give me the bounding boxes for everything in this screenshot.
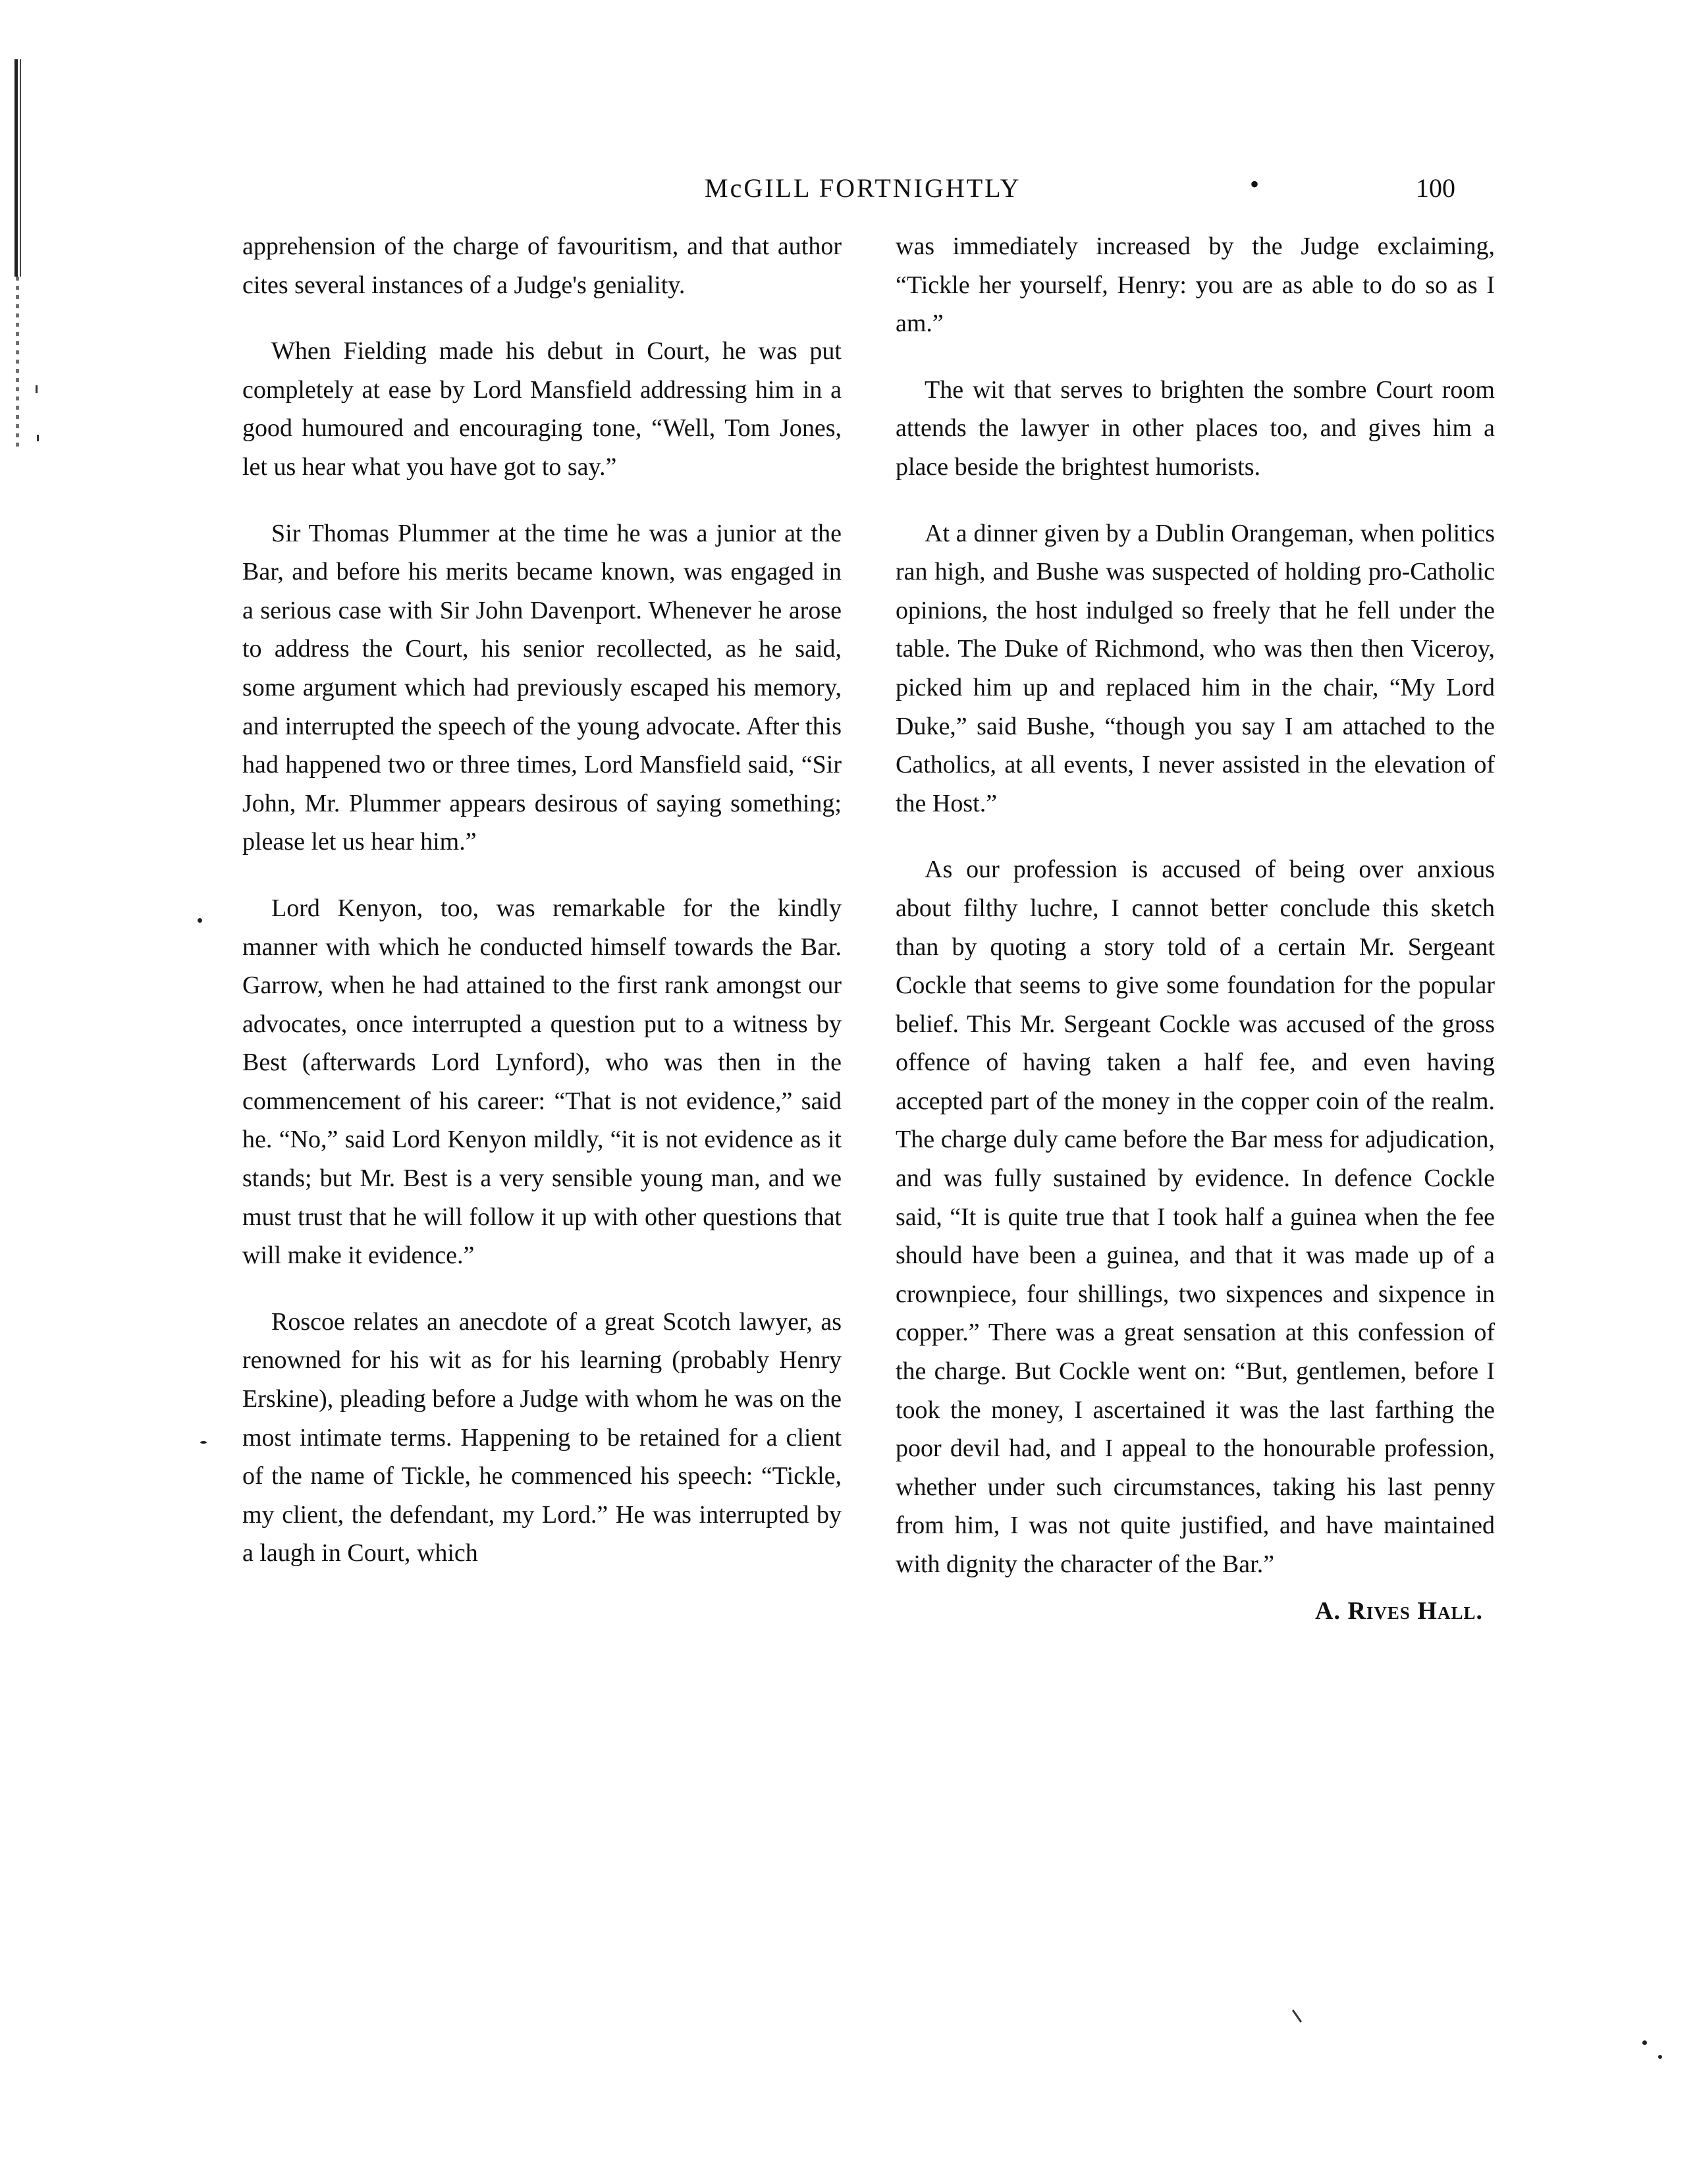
- left-column: [242, 227, 842, 1600]
- paragraph-sergeant-cockle: As our profession is accused of being over anxious about filthy luchre, I cannot better conclude this sketch than by quoting a story told of a certain Mr. Sergeant Cockle that seems to give some foundation for the popular belief. This Mr. Sergeant Cockle was accused of the gross offence of having taken a half fee, and even having accepted part of the money in the copper coin of the realm. The charge duly came before the Bar mess for adjudication, and was fully sustained by evidence. In defence Cockle said, “It is quite true that I took half a guinea when the fee should have been a guinea, and that it was made up of a crownpiece, four shillings, two sixpences and sixpence in copper.” There was a great sensation at this confession of the charge. But Cockle went on: “But, gentlemen, before I took the money, I ascertained it was the last farthing the poor devil had, and I appeal to the honourable profession, whether under such circumstances, taking his last penny from him, I was not quite justified, and have maintained with dignity the character of the Bar.”: [896, 856, 1495, 1578]
- page-number: 100: [1416, 173, 1455, 203]
- paragraph-fielding: When Fielding made his debut in Court, he was put completely at ease by Lord Mansfield addressing him in a good humoured and encouraging tone, “Well, Tom Jones, let us hear what you have got to say.”: [242, 337, 842, 481]
- running-head-title: McGILL FORTNIGHTLY: [705, 173, 1021, 203]
- scan-speck: [198, 918, 202, 923]
- scan-speck: [1642, 2040, 1647, 2045]
- paragraph-wit: The wit that serves to brighten the sombre Court room attends the lawyer in other places too, and gives him a place beside the brightest humorists.: [896, 375, 1495, 481]
- paragraph-dublin-dinner: At a dinner given by a Dublin Orangeman, when politics ran high, and Bushe was suspected of holding pro-Catholic opinions, the host indulged so freely that he fell under the table. The Duke of Richmond, who was then then Viceroy, picked him up and replaced him in the chair, “My Lord Duke,” said Bushe, “though you say I am attached to the Catholics, at all events, I never assisted in the elevation of the Host.”: [896, 519, 1495, 817]
- paragraph-tickle-continued: was immediately increased by the Judge exclaiming, “Tickle her yourself, Henry: you are as able to do so as I am.”: [896, 232, 1495, 338]
- scan-mark: [37, 435, 39, 441]
- paragraph-plummer: Sir Thomas Plummer at the time he was a junior at the Bar, and before his merits became known, was engaged in a serious case with Sir John Davenport. Whenever he arose to address the Court, his senior recollected, as he said, some argument which had previously escaped his memory, and interrupted the speech of the young advocate. After this had happened two or three times, Lord Mansfield said, “Sir John, Mr. Plummer appears desirous of saying something; please let us hear him.”: [242, 519, 842, 856]
- paragraph-favouritism-continued: apprehension of the charge of favouritism, and that author cites several instances of a Judge's geniality.: [242, 232, 842, 299]
- binding-edge-mark-lower: [16, 277, 19, 448]
- running-head-separator: •: [1250, 169, 1260, 199]
- scan-mark: [36, 385, 38, 393]
- binding-edge-mark: [14, 59, 24, 277]
- scan-speck: [200, 1441, 207, 1444]
- paragraph-roscoe: Roscoe relates an anecdote of a great Scotch lawyer, as renowned for his wit as for his learning (probably Henry Erskine), pleading before a Judge with whom he was on the most intimate terms. Happening to be retained for a client of the name of Tickle, he commenced his speech: “Tickle, my client, the defendant, my Lord.” He was interrupted by a laugh in Court, which: [242, 1307, 842, 1568]
- paragraph-kenyon: Lord Kenyon, too, was remarkable for the kindly manner with which he conducted himself towards the Bar. Garrow, when he had attained to the first rank amongst our advocates, once interrupted a question put to a witness by Best (afterwards Lord Lynford), who was then in the commencement of his career: “That is not evidence,” said he. “No,” said Lord Kenyon mildly, “it is not evidence as it stands; but Mr. Best is a very sensible young man, and we must trust that he will follow it up with other questions that will make it evidence.”: [242, 894, 842, 1270]
- scan-speck: [1658, 2055, 1662, 2059]
- right-column: [896, 227, 1495, 1630]
- scan-mark: [1292, 2009, 1302, 2023]
- author-signature: A. Rives Hall.: [1315, 1597, 1483, 1625]
